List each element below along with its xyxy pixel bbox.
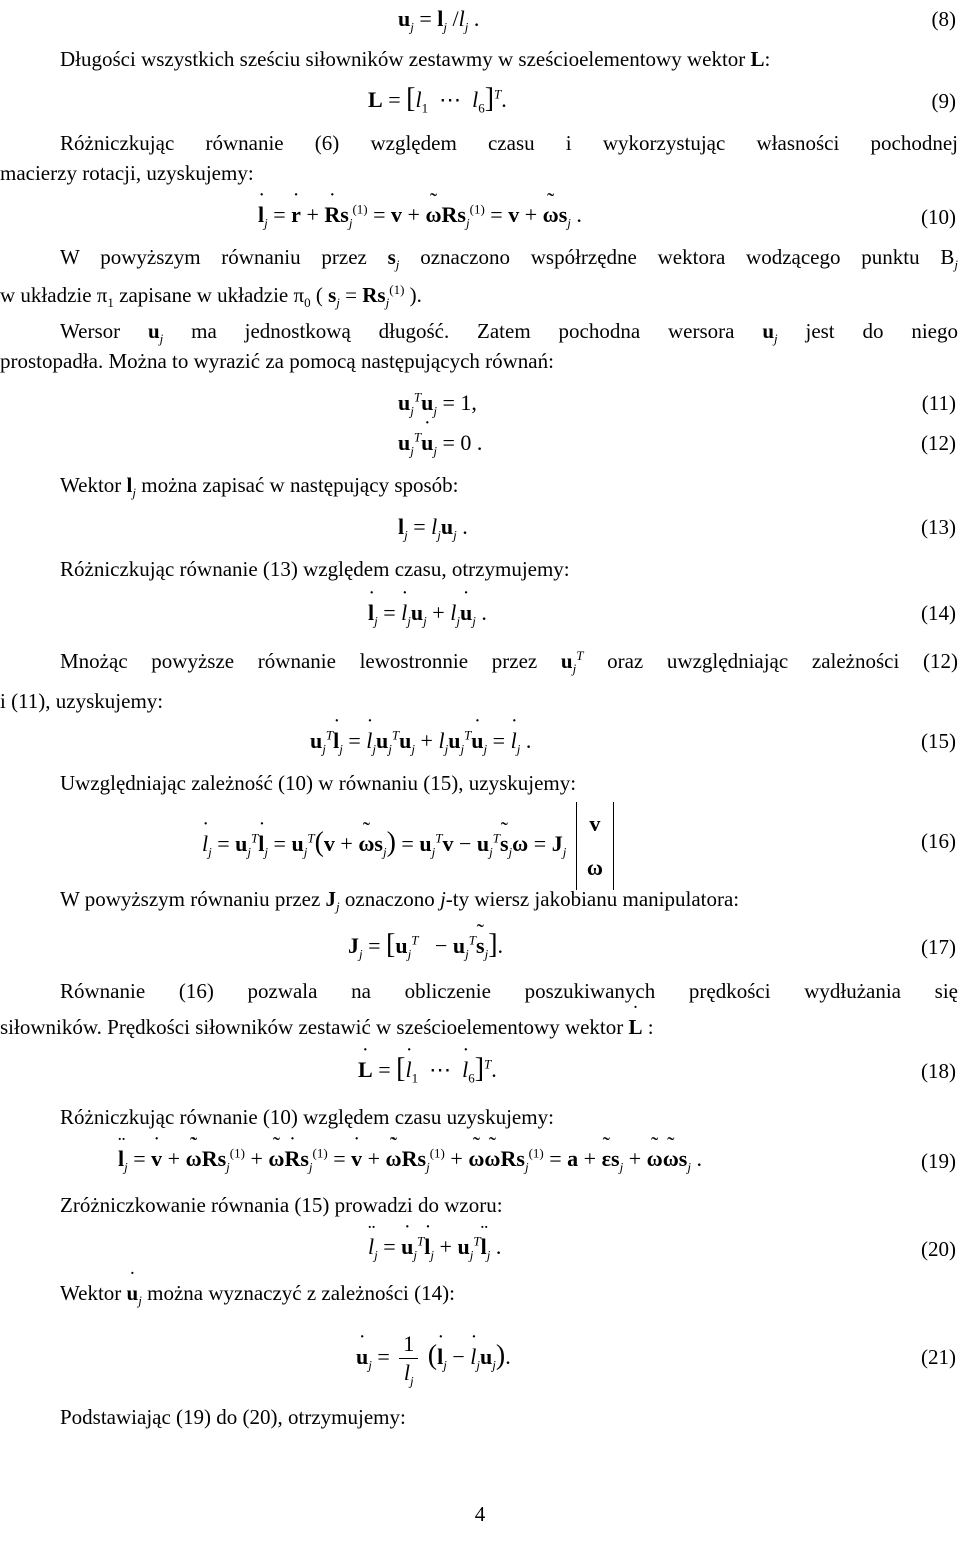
paragraph-12: Zróżniczkowanie równania (15) prowadzi do wzoru: (60, 1193, 503, 1217)
equation-number-10: (10) (921, 205, 956, 229)
page-number: 4 (474, 1502, 486, 1526)
equation-17: $J_j = [u_j^T$ − $u_j^T˜$ $s_j$]. (348, 932, 503, 959)
equation-number-8: (8) (931, 7, 956, 31)
paragraph-4a: Wersor $u_j$ ma jednostkową długość. Zatem pochodna wersora $u_j$ jest do niego (60, 319, 958, 347)
equation-16: ˙ $l_j$ = $u_j^T˙$ $l_j = u_j^T(v$ + ˜ $\omega s_j) = u_j^Tv$ − $u_j^T˜$ $s_j\omega = J_j$ v ω (202, 802, 618, 890)
equation-14: ˙ $l_j$ = ˙ $l_ju_j$ + $l_j˙$ $u_j$ . (368, 600, 487, 626)
paragraph-9: W powyższym równaniu przez $J_j$ oznaczono j-ty wiersz jakobianu manipulatora: (60, 887, 740, 915)
paragraph-6: Różniczkując równanie (13) względem czasu, otrzymujemy: (60, 557, 570, 581)
paragraph-4b: prostopadła. Można to wyrazić za pomocą następujących równań: (0, 349, 554, 373)
equation-21: ˙ $u_j$ = $\frac{1}{l_j}$ (˙ $l_j$ − ˙ $l_ju_j$). (356, 1326, 511, 1387)
paragraph-2b: macierzy rotacji, uzyskujemy: (0, 161, 254, 185)
equation-number-12: (12) (921, 431, 956, 455)
equation-20: ¨ $l_j$ = ˙ $u_j^T˙$ $l_j$ + $u_j^T¨$ $l_j$ . (368, 1234, 501, 1260)
fraction-one-over-lj: $\frac{1}{l_j}$ (399, 1330, 418, 1387)
equation-number-14: (14) (921, 601, 956, 625)
paragraph-10a: Równanie (16) pozwala na obliczenie poszukiwanych prędkości wydłużania się (60, 979, 958, 1003)
equation-number-15: (15) (921, 729, 956, 753)
paragraph-7b: i (11), uzyskujemy: (0, 689, 164, 713)
equation-11: $u_j^Tu_j = 1$, (398, 389, 477, 419)
paragraph-10b: siłowników. Prędkości siłowników zestawić w sześcioelementowy wektor ˙ L : (0, 1014, 654, 1040)
equation-number-19: (19) (921, 1149, 956, 1173)
equation-10: ˙ $l_j$ = ˙ r + ˙ $Rs_j^{(1)} = v$ + ˜ ωRs$_j^{(1)}$ = v + ˜ $\omega s_j$ . (258, 202, 582, 228)
equation-12: $u_j^T˙$ $u_j = 0$ . (398, 430, 482, 456)
equation-number-13: (13) (921, 515, 956, 539)
paragraph-8: Uwzględniając zależność (10) w równaniu (15), uzyskujemy: (60, 771, 577, 795)
equation-number-16: (16) (921, 829, 956, 853)
paragraph-3a: W powyższym równaniu przez $s_j$ oznaczono współrzędne wektora wodzącego punktu $B_j$ (60, 245, 958, 273)
paragraph-13: Wektor ˙ $u_j$ można wyznaczyć z zależności (14): (60, 1280, 455, 1306)
equation-8: $u_j = l_j$ $/l_j$ . (398, 6, 480, 35)
velocity-column-matrix: v ω (576, 802, 614, 890)
equation-18: ˙ L = [˙ $l_1$ ⋯ ˙ $l_6]^T$. (358, 1056, 497, 1083)
equation-number-20: (20) (921, 1237, 956, 1261)
equation-9: $L = [l_1$ ⋯ $l_6]^T$. (368, 83, 507, 116)
equation-number-9: (9) (931, 89, 956, 113)
equation-13: $l_j = l_ju_j$ . (398, 514, 468, 543)
equation-number-17: (17) (921, 935, 956, 959)
equation-number-21: (21) (921, 1345, 956, 1369)
equation-number-18: (18) (921, 1059, 956, 1083)
paragraph-5: Wektor $l_j$ można zapisać w następujący sposób: (60, 473, 459, 501)
paragraph-14: Podstawiając (19) do (20), otrzymujemy: (60, 1405, 406, 1429)
equation-15: $u_j^T˙$ $l_j$ = ˙ $l_ju_j^Tu_j$ + $l_ju_j^T˙$ $u_j$ = ˙ $l_j$ . (310, 728, 531, 754)
equation-19: ¨ $l_j$ = ˙ v + ˙ ˜ ωRs$_j^{(1)}$ + ˜ ω˙ $Rs_j^{(1)}$ = ˙ v + ˙ ˜ ωRs$_j^{(1)}$ + ˜ ω˜ ωRs$_j^{(1)}$ = a + ˜ $\varepsilon s_j$ + ˜ ω˜ $\omega s_j$ . (118, 1146, 702, 1172)
paragraph-1: Długości wszystkich sześciu siłowników zestawmy w sześcioelementowy wektor L: (60, 47, 771, 71)
equation-number-11: (11) (921, 391, 956, 415)
paragraph-7a: Mnożąc powyższe równanie lewostronnie przez $u_j^T$ oraz uwzględniając zależności (12) (60, 648, 958, 677)
paragraph-3b: w układzie $\pi_1$ zapisane w układzie $\pi_0$ ( $s_j = Rs_j^{(1)}$ ). (0, 282, 422, 311)
paragraph-2a: Różniczkując równanie (6) względem czasu i wykorzystując własności pochodnej (60, 131, 958, 155)
paragraph-11: Różniczkując równanie (10) względem czasu uzyskujemy: (60, 1105, 554, 1129)
